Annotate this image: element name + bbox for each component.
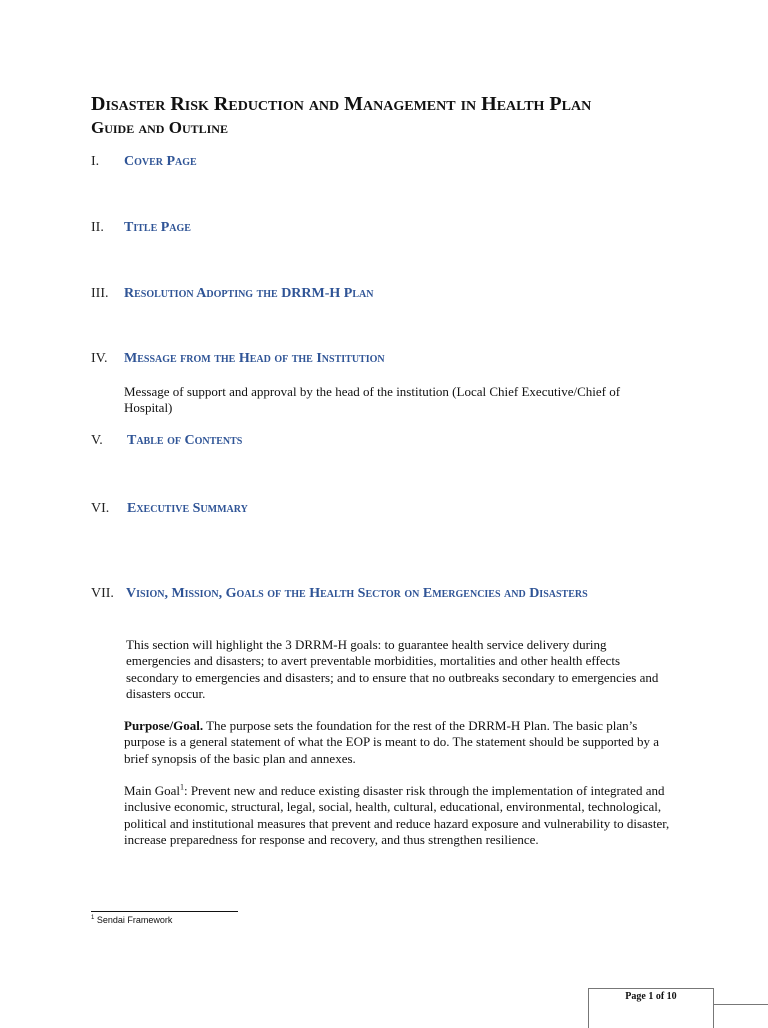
footnote-number: 1 (91, 915, 95, 921)
footnote-text: Sendai Framework (96, 915, 173, 925)
section-number: II. (91, 220, 104, 235)
footnote (91, 915, 172, 925)
footnote-reference[interactable]: 1 (179, 782, 184, 792)
section-title-message: Message from the Head of the Institution (124, 351, 385, 366)
message-paragraph: Message of support and approval by the head of the institution (Local Chief Executive/Chief of Hospital) (124, 384, 621, 416)
footer-corner-line (714, 1004, 768, 1005)
section-title-executive-summary: Executive Summary (127, 501, 248, 516)
page-number-label: Page 1 of 10 (625, 991, 677, 1002)
section-title-vision-mission-goals: Vision, Mission, Goals of the Health Sector on Emergencies and Disasters (126, 586, 588, 601)
section-title-table-of-contents: Table of Contents (127, 433, 243, 448)
document-title: Disaster Risk Reduction and Management in Health Plan (91, 93, 592, 115)
main-goal-text: : Prevent new and reduce existing disaster risk through the implementation of integrated and inclusive economic, structural, legal, social, health, cultural, educational, environmental, technological, political and institutional measures that prevent and reduce hazard exposure and vulnerability to disaster, increase preparedness for response and recovery, and thus strengthen resilience. (124, 783, 670, 848)
section-number: V. (91, 433, 103, 448)
main-goal-paragraph (124, 783, 680, 849)
section-number: VI. (91, 501, 110, 516)
section-number: VII. (91, 586, 114, 601)
section-number: IV. (91, 351, 108, 366)
section-title-title-page: Title Page (124, 220, 191, 235)
purpose-label: Purpose/Goal. (124, 718, 204, 733)
document-subtitle: Guide and Outline (91, 118, 228, 137)
section-number: I. (91, 154, 100, 169)
footnote-separator (91, 911, 238, 912)
purpose-text: The purpose sets the foundation for the rest of the DRRM-H Plan. The basic plan’s purpose is a general statement of what the EOP is meant to do. The statement should be supported by a brief synopsis of the basic plan and annexes. (124, 718, 660, 766)
drrm-goals-paragraph: This section will highlight the 3 DRRM-H goals: to guarantee health service delivery during emergencies and disasters; to avert preventable morbidities, mortalities and other health effects secondary to emergencies and disasters; and to ensure that no outbreaks secondary to emergencies and disasters occur. (126, 637, 659, 702)
section-title-resolution: Resolution Adopting the DRRM-H Plan (124, 286, 374, 301)
section-number: III. (91, 286, 109, 301)
purpose-paragraph (124, 718, 679, 767)
main-goal-label: Main Goal (124, 783, 180, 798)
section-title-cover-page: Cover Page (124, 154, 197, 169)
